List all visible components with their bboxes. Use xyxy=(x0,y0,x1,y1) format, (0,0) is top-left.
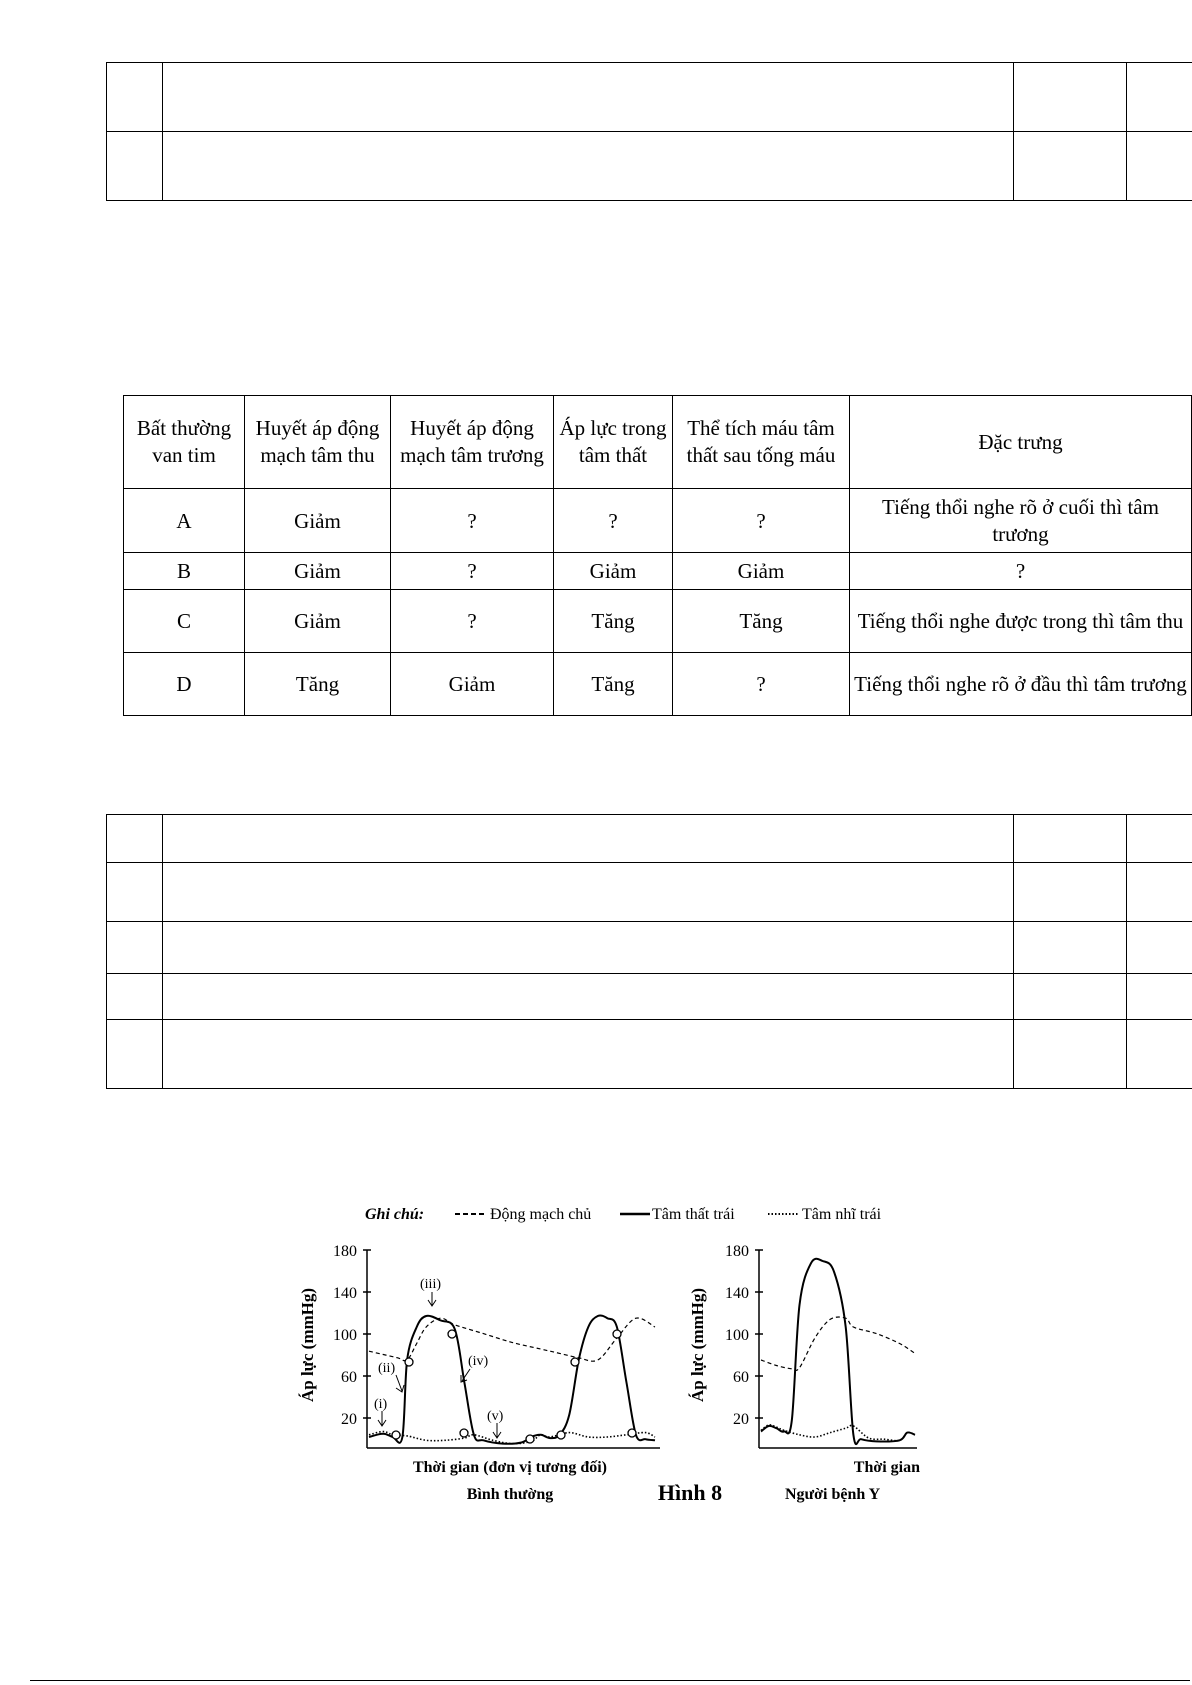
table-cell xyxy=(107,922,163,974)
marker xyxy=(613,1330,621,1338)
series-line-left-atrium xyxy=(369,1432,655,1444)
cell-feature: Tiếng thổi nghe được trong thì tâm thu xyxy=(850,590,1192,653)
y-axis-label-normal: Áp lực (mmHg) xyxy=(298,1287,317,1403)
cell-ventricle-pressure: Tăng xyxy=(554,653,673,716)
tick-label: 60 xyxy=(341,1369,357,1386)
marker xyxy=(571,1358,579,1366)
chart-patient-series xyxy=(761,1259,915,1444)
series-line-left-ventricle xyxy=(761,1259,915,1444)
header-ventricle-pressure: Áp lực trong tâm thất xyxy=(554,396,673,489)
cell-systolic: Giảm xyxy=(245,489,391,553)
table-cell xyxy=(1014,63,1127,132)
table-cell xyxy=(107,815,163,863)
annotation-v: (v) xyxy=(487,1409,504,1424)
x-axis-label-normal: Thời gian (đơn vị tương đối) xyxy=(412,1459,608,1476)
tick-label: 140 xyxy=(333,1285,357,1302)
cell-ventricle-pressure: ? xyxy=(554,489,673,553)
annotations xyxy=(374,1277,504,1438)
table-cell xyxy=(163,974,1014,1020)
table-row xyxy=(124,653,1192,716)
x-axis-label-patient: Thời gian xyxy=(853,1459,920,1476)
table-cell xyxy=(1014,863,1127,922)
chart-title-normal: Bình thường xyxy=(466,1486,554,1503)
table-cell xyxy=(1014,922,1127,974)
series-line-left-ventricle xyxy=(369,1315,655,1443)
table-row xyxy=(124,590,1192,653)
cell-feature: Tiếng thổi nghe rõ ở đầu thì tâm trương xyxy=(850,653,1192,716)
cell-diastolic: Giảm xyxy=(391,653,554,716)
marker xyxy=(405,1358,413,1366)
figure-8 xyxy=(0,1195,1192,1525)
table-cell xyxy=(1127,863,1192,922)
figure-caption: Hình 8 xyxy=(657,1480,723,1505)
cell-diastolic: ? xyxy=(391,590,554,653)
cell-end-volume: ? xyxy=(673,489,850,553)
cell-systolic: Giảm xyxy=(245,590,391,653)
arrow xyxy=(396,1375,404,1392)
row-label: A xyxy=(124,489,245,553)
marker xyxy=(526,1435,534,1443)
table-cell xyxy=(1127,63,1192,132)
table-cell xyxy=(107,63,163,132)
tick-label: 180 xyxy=(725,1243,749,1260)
legend xyxy=(365,1206,882,1223)
top-answer-table xyxy=(106,62,1192,201)
series-line-left-atrium xyxy=(761,1425,915,1441)
table-cell xyxy=(1014,974,1127,1020)
table-cell xyxy=(163,63,1014,132)
tick-label: 180 xyxy=(333,1243,357,1260)
table-cell xyxy=(163,815,1014,863)
cell-systolic: Tăng xyxy=(245,653,391,716)
table-cell xyxy=(1127,974,1192,1020)
tick-label: 140 xyxy=(725,1285,749,1302)
tick-label: 60 xyxy=(733,1369,749,1386)
marker xyxy=(628,1429,636,1437)
series-line-aorta xyxy=(761,1317,915,1370)
table-cell xyxy=(107,132,163,201)
marker xyxy=(448,1330,456,1338)
table-row xyxy=(124,489,1192,553)
cell-end-volume: ? xyxy=(673,653,850,716)
table-cell xyxy=(107,1020,163,1089)
header-end-volume: Thể tích máu tâm thất sau tống máu xyxy=(673,396,850,489)
table-cell xyxy=(163,132,1014,201)
table-cell xyxy=(163,922,1014,974)
chart-normal-series xyxy=(369,1315,655,1443)
table-cell xyxy=(1127,922,1192,974)
legend-ventricle-label: Tâm thất trái xyxy=(652,1206,735,1223)
cell-systolic: Giảm xyxy=(245,553,391,590)
middle-answer-table xyxy=(106,814,1192,1089)
table-header-row xyxy=(124,396,1192,489)
cell-feature: Tiếng thổi nghe rõ ở cuối thì tâm trương xyxy=(850,489,1192,553)
tick-label: 100 xyxy=(725,1327,749,1344)
chart-normal-axes xyxy=(363,1250,660,1448)
cell-end-volume: Tăng xyxy=(673,590,850,653)
arrow xyxy=(378,1411,386,1426)
table-cell xyxy=(107,974,163,1020)
table-cell xyxy=(1127,1020,1192,1089)
table-cell xyxy=(1014,815,1127,863)
annotation-i: (i) xyxy=(374,1397,388,1412)
table-cell xyxy=(1127,132,1192,201)
tick-label: 20 xyxy=(341,1411,357,1428)
cell-feature: ? xyxy=(850,553,1192,590)
arrow xyxy=(493,1423,501,1438)
annotation-ii: (ii) xyxy=(378,1361,396,1376)
table-cell xyxy=(163,1020,1014,1089)
footer-rule xyxy=(30,1680,1190,1681)
row-label: D xyxy=(124,653,245,716)
cell-diastolic: ? xyxy=(391,553,554,590)
header-diastolic: Huyết áp động mạch tâm trương xyxy=(391,396,554,489)
y-axis-label-patient: Áp lực (mmHg) xyxy=(688,1287,707,1403)
marker xyxy=(460,1429,468,1437)
header-valve: Bất thường van tim xyxy=(124,396,245,489)
chart-normal-ticks xyxy=(333,1243,357,1428)
annotation-iv: (iv) xyxy=(468,1354,489,1369)
header-systolic: Huyết áp động mạch tâm thu xyxy=(245,396,391,489)
valve-event-markers xyxy=(392,1330,636,1443)
legend-aorta-label: Động mạch chủ xyxy=(490,1206,592,1223)
cell-end-volume: Giảm xyxy=(673,553,850,590)
cell-ventricle-pressure: Tăng xyxy=(554,590,673,653)
valve-abnormality-table xyxy=(123,395,1192,716)
table-cell xyxy=(163,863,1014,922)
row-label: B xyxy=(124,553,245,590)
table-cell xyxy=(1127,815,1192,863)
table-cell xyxy=(1014,1020,1127,1089)
tick-label: 100 xyxy=(333,1327,357,1344)
arrow xyxy=(428,1292,436,1306)
chart-patient-ticks xyxy=(725,1243,749,1428)
cell-diastolic: ? xyxy=(391,489,554,553)
table-row xyxy=(124,553,1192,590)
marker xyxy=(392,1431,400,1439)
row-label: C xyxy=(124,590,245,653)
legend-atrium-label: Tâm nhĩ trái xyxy=(802,1206,882,1223)
cell-ventricle-pressure: Giảm xyxy=(554,553,673,590)
header-feature: Đặc trưng xyxy=(850,396,1192,489)
legend-title: Ghi chú: xyxy=(365,1206,425,1223)
annotation-iii: (iii) xyxy=(420,1277,441,1292)
marker xyxy=(557,1431,565,1439)
table-cell xyxy=(107,863,163,922)
tick-label: 20 xyxy=(733,1411,749,1428)
chart-title-patient: Người bệnh Y xyxy=(785,1486,881,1503)
table-cell xyxy=(1014,132,1127,201)
